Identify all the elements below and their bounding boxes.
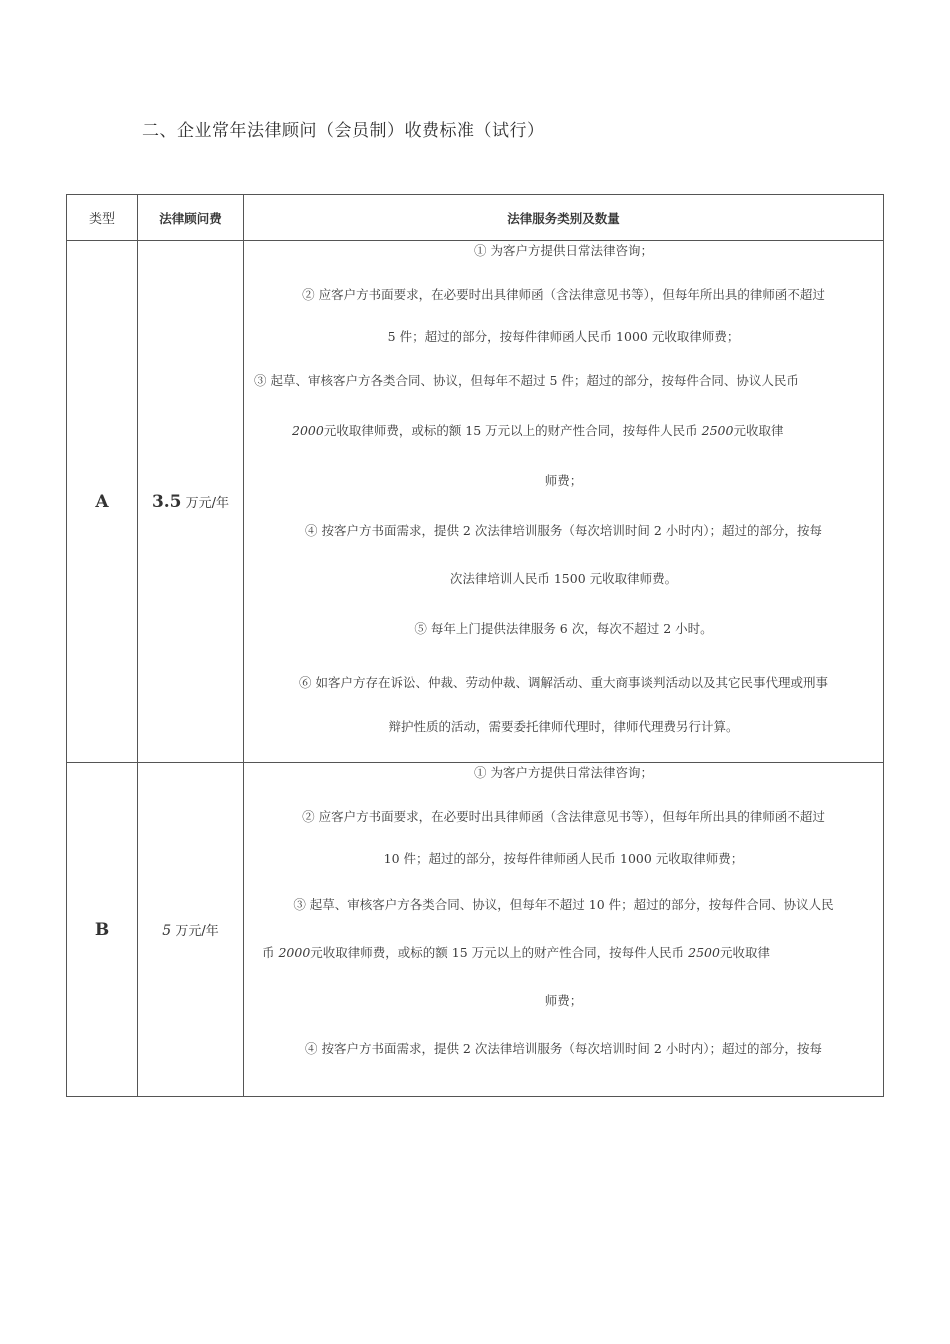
service-line: ⑤ 每年上门提供法律服务 6 次，每次不超过 2 小时。: [414, 621, 713, 636]
fee-cell: [138, 763, 244, 1097]
service-line: ③ 起草、审核客户方各类合同、协议，但每年不超过 5 件；超过的部分，按每件合同、协议人民币: [254, 373, 799, 388]
service-line: 辩护性质的活动，需要委托律师代理时，律师代理费另行计算。: [388, 719, 739, 734]
fee-standard-table: [66, 194, 884, 1097]
services-cell: [244, 241, 884, 763]
service-line: 师费；: [544, 473, 583, 488]
services-cell: [244, 763, 884, 1097]
service-line: 次法律培训人民币 1500 元收取律师费。: [449, 571, 678, 586]
amount-2500: 2500: [688, 945, 720, 960]
service-line: ③ 起草、审核客户方各类合同、协议，但每年不超过 10 件；超过的部分，按每件合同、协议人民: [293, 897, 834, 912]
service-line: 币 2000元收取律师费，或标的额 15 万元以上的财产性合同，按每件人民币 2500元收取律: [262, 945, 770, 960]
table-row: [67, 241, 884, 763]
table-header-row: [67, 195, 884, 241]
service-line: ④ 按客户方书面需求，提供 2 次法律培训服务（每次培训时间 2 小时内）；超过的部分，按每: [304, 1041, 823, 1056]
fee-unit: 万元/年: [175, 924, 219, 939]
service-line: 10 件；超过的部分，按每件律师函人民币 1000 元收取律师费；: [383, 851, 744, 866]
fee-cell: [138, 241, 244, 763]
header-services: 法律服务类别及数量: [244, 195, 884, 241]
amount-2000: 2000: [292, 423, 324, 438]
type-cell: B: [67, 763, 138, 1097]
amount-2500: 2500: [701, 423, 734, 438]
service-line: 5 件；超过的部分，按每件律师函人民币 1000 元收取律师费；: [387, 329, 740, 344]
table-row: [67, 763, 884, 1097]
service-line: ① 为客户方提供日常法律咨询；: [474, 243, 653, 258]
amount-2000: 2000: [278, 945, 311, 960]
page-title: 二、企业常年法律顾问（会员制）收费标准（试行）: [142, 121, 545, 141]
service-line: ② 应客户方书面要求，在必要时出具律师函（含法律意见书等），但每年所出具的律师函不超过: [302, 809, 825, 824]
service-line: ④ 按客户方书面需求，提供 2 次法律培训服务（每次培训时间 2 小时内）；超过的部分，按每: [304, 523, 823, 538]
service-line: 2000元收取律师费，或标的额 15 万元以上的财产性合同，按每件人民币 2500元收取律: [292, 423, 784, 438]
type-cell: A: [67, 241, 138, 763]
service-line: ⑥ 如客户方存在诉讼、仲裁、劳动仲裁、调解活动、重大商事谈判活动以及其它民事代理或刑事: [299, 675, 828, 690]
service-line: ① 为客户方提供日常法律咨询；: [474, 765, 653, 780]
fee-unit: 万元/年: [185, 495, 230, 511]
service-line: 师费；: [544, 993, 583, 1008]
service-line: ② 应客户方书面要求，在必要时出具律师函（含法律意见书等），但每年所出具的律师函不超过: [302, 287, 825, 302]
fee-value: 5: [162, 923, 172, 939]
fee-value: 3.5: [151, 491, 182, 512]
header-fee: 法律顾问费: [138, 195, 244, 241]
header-type: 类型: [67, 195, 138, 241]
